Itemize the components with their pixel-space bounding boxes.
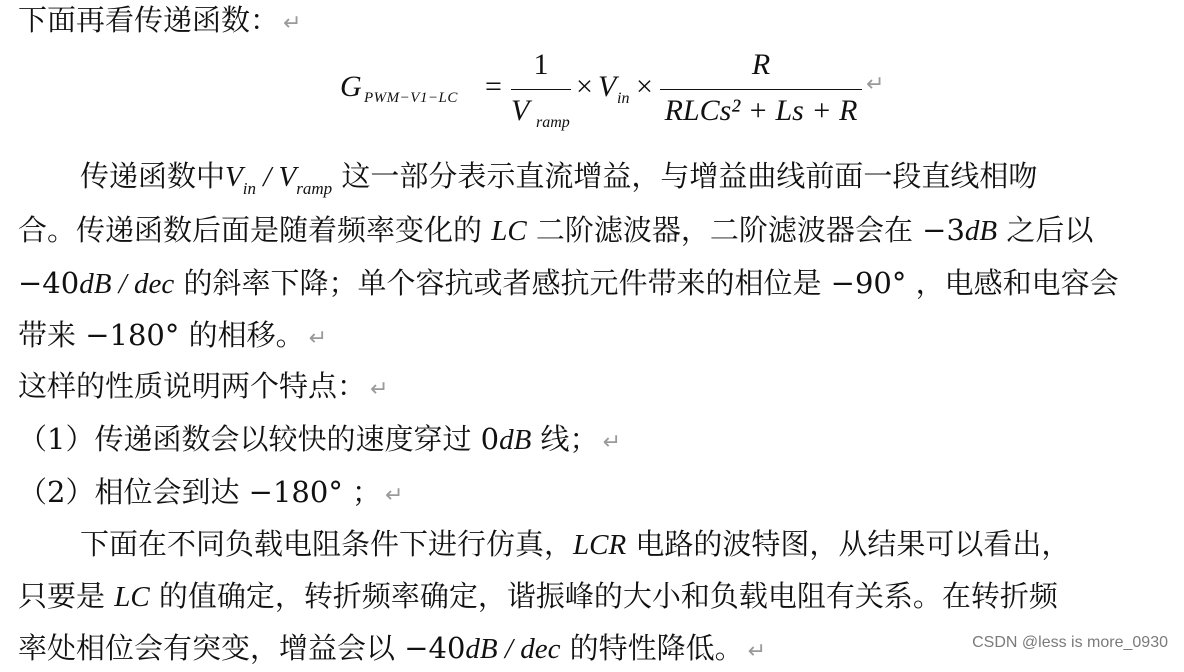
- fraction-1-bar: [511, 89, 571, 90]
- paragraph-3-line-1: [80, 524, 1184, 565]
- p1-line3-dec: dec: [133, 268, 175, 300]
- paragraph-1-line-2: [18, 210, 1184, 251]
- item1-text-b: 线；: [531, 422, 599, 456]
- intro-text: 下面再看传递函数：: [18, 3, 280, 37]
- paragraph-2: [18, 366, 1184, 410]
- p1-line2-text-c: 之后以: [997, 213, 1094, 247]
- p1-text-b: 这一部分表示直流增益，与增益曲线前面一段直线相吻: [332, 159, 1038, 193]
- formula-equals: =: [485, 70, 502, 103]
- return-mark-icon: ↵: [866, 72, 885, 97]
- formula-vin: V: [598, 70, 617, 103]
- formula-vin-subscript: in: [617, 90, 630, 107]
- p1-vramp: V: [278, 161, 297, 193]
- transfer-function-formula: [340, 44, 900, 140]
- p3-line2-text-a: 只要是: [18, 579, 115, 613]
- p3-line3-text-a: 率处相位会有突变，增益会以 −40: [18, 631, 466, 665]
- p3-text-b: 电路的波特图，从结果可以看出，: [626, 527, 1071, 561]
- return-mark-icon: ↵: [370, 377, 389, 402]
- formula-g-subscript: PWM−V1−LC: [364, 90, 458, 106]
- paragraph-1-line-4: [18, 315, 1184, 359]
- return-mark-icon: ↵: [602, 430, 621, 455]
- p3-line2-text-b: 的值确定，转折频率确定，谐振峰的大小和负载电阻有关系。在转折频: [149, 579, 1058, 613]
- paragraph-1-line-1: [80, 156, 1184, 209]
- fraction-2-numerator: R: [751, 48, 771, 81]
- p2-text: 这样的性质说明两个特点：: [18, 369, 367, 403]
- intro-line: [18, 0, 1184, 44]
- p1-line3-db: dB: [79, 268, 112, 300]
- return-mark-icon: ↵: [308, 326, 328, 351]
- formula-times-2: ×: [636, 70, 653, 103]
- p1-vramp-sub: ramp: [296, 179, 333, 198]
- fraction-1-denominator: V: [511, 94, 530, 127]
- p1-line2-text-a: 合。传递函数后面是随着频率变化的: [18, 213, 492, 247]
- p1-vin-sub: in: [242, 179, 256, 198]
- p3-line3-db: dB: [465, 633, 498, 665]
- return-mark-icon: ↵: [747, 639, 767, 664]
- item1-text-a: （1）传递函数会以较快的速度穿过 0: [18, 422, 500, 456]
- p3-line3-text-c: 的特性降低。: [560, 631, 744, 665]
- p1-line3-text-c: 的斜率下降；单个容抗或者感抗元件带来的相位是 −90° ，电感和电容会: [174, 266, 1119, 300]
- formula-times-1: ×: [576, 70, 593, 103]
- formula-g: G: [340, 70, 362, 103]
- p1-vin: V: [225, 161, 243, 193]
- p1-line4-text: 带来 −180° 的相移。: [18, 318, 305, 352]
- p3-line2-lc: LC: [114, 581, 150, 613]
- p3-text-a: 下面在不同负载电阻条件下进行仿真，: [80, 527, 574, 561]
- fraction-2-bar: [660, 89, 862, 90]
- fraction-2-denominator: RLCs² + Ls + R: [664, 94, 858, 127]
- p1-line3-slash: /: [111, 268, 134, 300]
- p3-line3-slash: /: [497, 633, 521, 665]
- p3-line3-dec: dec: [520, 633, 561, 665]
- return-mark-icon: ↵: [283, 11, 302, 36]
- item1-db: dB: [499, 424, 532, 456]
- p1-line2-lc: LC: [491, 215, 527, 247]
- fraction-1-numerator: 1: [533, 48, 549, 81]
- fraction-1-denominator-subscript: ramp: [536, 114, 570, 131]
- p1-line2-db: dB: [964, 215, 998, 247]
- p3-lcr: LCR: [573, 529, 627, 561]
- p1-line3-text-a: −40: [18, 266, 80, 300]
- paragraph-3-line-2: [18, 576, 1184, 617]
- p1-text-a: 传递函数中: [80, 159, 226, 193]
- p1-line2-text-b: 二阶滤波器，二阶滤波器会在 −3: [526, 213, 965, 247]
- list-item-2: [18, 472, 1184, 516]
- list-item-1: [18, 419, 1184, 463]
- paragraph-1-line-3: [18, 263, 1184, 304]
- watermark: CSDN @less is more_0930: [972, 634, 1168, 651]
- item2-text: （2）相位会到达 −180° ；: [18, 475, 382, 509]
- p1-slash: /: [255, 161, 279, 193]
- return-mark-icon: ↵: [385, 483, 404, 508]
